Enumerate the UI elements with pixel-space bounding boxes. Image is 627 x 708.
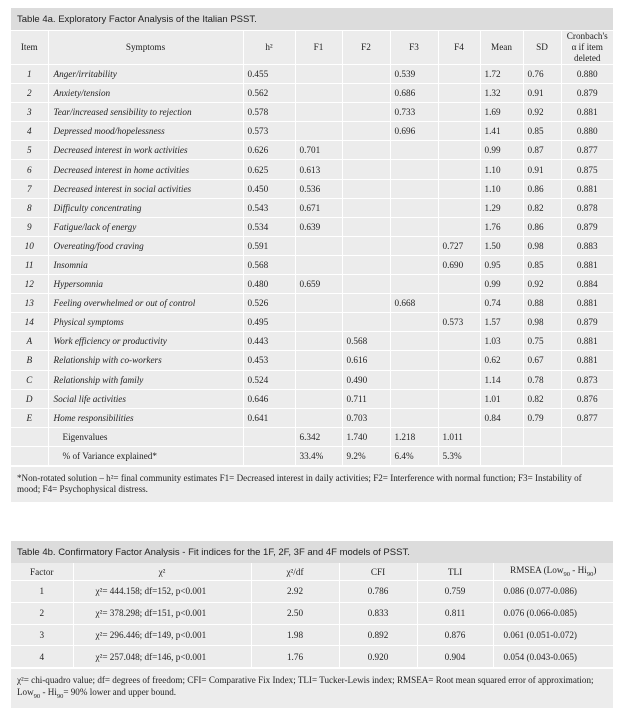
cell-empty <box>11 427 48 446</box>
cell-alpha: 0.880 <box>561 65 613 84</box>
col-header-f1: F1 <box>295 31 342 65</box>
col-header-f2: F2 <box>342 31 390 65</box>
cell-empty <box>523 446 561 465</box>
cell-h2: 0.626 <box>243 141 295 160</box>
efa-row <box>11 198 613 217</box>
cell-h2: 0.524 <box>243 370 295 389</box>
cell-f4: 0.573 <box>438 313 480 332</box>
cell-item: 13 <box>11 294 48 313</box>
cell-f3 <box>390 351 438 370</box>
cell-f4 <box>438 294 480 313</box>
cfa-footnote-sub-low: 90 <box>33 692 41 700</box>
cell-chi2: χ²= 444.158; df=152, p<0.001 <box>73 581 251 603</box>
cell-f4: 0.690 <box>438 255 480 274</box>
cell-f1 <box>295 84 342 103</box>
cell-mean: 1.10 <box>480 179 523 198</box>
cell-f2 <box>342 179 390 198</box>
cell-mean: 1.10 <box>480 160 523 179</box>
cell-item: E <box>11 408 48 427</box>
cell-item: A <box>11 332 48 351</box>
col-header-item: Item <box>11 31 48 65</box>
cell-f3 <box>390 236 438 255</box>
col-header-mean: Mean <box>480 31 523 65</box>
cell-h2: 0.480 <box>243 275 295 294</box>
cell-h2: 0.591 <box>243 236 295 255</box>
cell-f4 <box>438 160 480 179</box>
cell-sd: 0.88 <box>523 294 561 313</box>
efa-row <box>11 160 613 179</box>
cell-mean: 1.41 <box>480 122 523 141</box>
summary-label: Eigenvalues <box>48 427 243 446</box>
cell-f2: 0.711 <box>342 389 390 408</box>
cell-empty <box>243 446 295 465</box>
cell-mean: 0.74 <box>480 294 523 313</box>
cell-f1 <box>295 65 342 84</box>
cell-f4 <box>438 275 480 294</box>
efa-row <box>11 351 613 370</box>
col-header-f4: F4 <box>438 31 480 65</box>
cell-empty <box>11 446 48 465</box>
cell-f4 <box>438 370 480 389</box>
cell-f1: 0.613 <box>295 160 342 179</box>
cell-h2: 0.443 <box>243 332 295 351</box>
col-header-alpha: Cronbach's α if item deleted <box>561 31 613 65</box>
cell-mean: 0.95 <box>480 255 523 274</box>
cell-h2: 0.641 <box>243 408 295 427</box>
cell-alpha: 0.881 <box>561 255 613 274</box>
cfa-header-row <box>11 563 613 581</box>
cell-symptom: Relationship with family <box>48 370 243 389</box>
cell-f3 <box>390 160 438 179</box>
rmsea-suffix: ) <box>593 565 597 576</box>
cell-alpha: 0.879 <box>561 313 613 332</box>
cell-alpha: 0.879 <box>561 84 613 103</box>
efa-row <box>11 103 613 122</box>
cell-f3: 0.733 <box>390 103 438 122</box>
cell-chi2df: 1.98 <box>251 624 339 646</box>
cell-tli: 0.759 <box>417 581 493 603</box>
cell-rmsea: 0.054 (0.043-0.065) <box>493 646 613 668</box>
cell-tli: 0.876 <box>417 624 493 646</box>
cell-item: D <box>11 389 48 408</box>
cell-f2 <box>342 103 390 122</box>
cell-rmsea: 0.061 (0.051-0.072) <box>493 624 613 646</box>
cfa-row <box>11 624 613 646</box>
cell-sd: 0.82 <box>523 389 561 408</box>
cell-symptom: Anger/irritability <box>48 65 243 84</box>
cell-factor: 2 <box>11 602 73 624</box>
cell-item: 9 <box>11 217 48 236</box>
cell-f1: 0.639 <box>295 217 342 236</box>
cfa-table-caption: Table 4b. Confirmatory Factor Analysis - Fit indices for the 1F, 2F, 3F and 4F models of PSST. <box>11 541 613 563</box>
cell-f2 <box>342 217 390 236</box>
cell-item: C <box>11 370 48 389</box>
summary-f3: 6.4% <box>390 446 438 465</box>
col-header-cfi: CFI <box>339 563 417 581</box>
cfa-row <box>11 581 613 603</box>
cell-item: 8 <box>11 198 48 217</box>
cell-rmsea: 0.076 (0.066-0.085) <box>493 602 613 624</box>
cell-chi2df: 1.76 <box>251 646 339 668</box>
cell-f2: 0.490 <box>342 370 390 389</box>
cfa-footnote <box>11 668 613 708</box>
cell-f1 <box>295 103 342 122</box>
cell-f3 <box>390 408 438 427</box>
efa-header-row <box>11 31 613 65</box>
efa-row <box>11 65 613 84</box>
cell-f4: 0.727 <box>438 236 480 255</box>
cell-f2: 0.568 <box>342 332 390 351</box>
cell-h2: 0.543 <box>243 198 295 217</box>
cell-alpha: 0.881 <box>561 332 613 351</box>
cell-f1 <box>295 408 342 427</box>
summary-f2: 9.2% <box>342 446 390 465</box>
cell-h2: 0.453 <box>243 351 295 370</box>
cell-h2: 0.573 <box>243 122 295 141</box>
cell-f3 <box>390 198 438 217</box>
efa-row <box>11 332 613 351</box>
cell-f1 <box>295 370 342 389</box>
cell-f4 <box>438 389 480 408</box>
cell-symptom: Relationship with co-workers <box>48 351 243 370</box>
col-header-tli: TLI <box>417 563 493 581</box>
cell-alpha: 0.881 <box>561 103 613 122</box>
summary-f1: 6.342 <box>295 427 342 446</box>
cell-f2 <box>342 65 390 84</box>
cell-sd: 0.82 <box>523 198 561 217</box>
efa-row <box>11 179 613 198</box>
summary-f4: 1.011 <box>438 427 480 446</box>
efa-row <box>11 408 613 427</box>
cell-sd: 0.76 <box>523 65 561 84</box>
cell-empty <box>561 446 613 465</box>
cell-f4 <box>438 65 480 84</box>
cell-symptom: Decreased interest in home activities <box>48 160 243 179</box>
cell-mean: 1.69 <box>480 103 523 122</box>
rmsea-sub-hi: 90 <box>586 570 594 578</box>
cell-f4 <box>438 179 480 198</box>
cell-f3: 0.539 <box>390 65 438 84</box>
cell-factor: 1 <box>11 581 73 603</box>
cell-f3 <box>390 217 438 236</box>
cell-mean: 0.84 <box>480 408 523 427</box>
cell-sd: 0.79 <box>523 408 561 427</box>
cell-f4 <box>438 217 480 236</box>
cell-f3 <box>390 255 438 274</box>
cell-f2 <box>342 160 390 179</box>
cell-sd: 0.87 <box>523 141 561 160</box>
cell-empty <box>243 427 295 446</box>
cell-mean: 1.29 <box>480 198 523 217</box>
cell-chi2df: 2.92 <box>251 581 339 603</box>
cell-f4 <box>438 141 480 160</box>
cell-f2 <box>342 122 390 141</box>
cfa-footnote-a: χ²= chi-quadro value; df= degrees of freedom; CFI= Comparative Fix Index; TLI= Tucker-Lewis index; RMSEA= Root mean squared error of approximation; Low <box>17 675 594 697</box>
cell-f1: 0.659 <box>295 275 342 294</box>
cell-mean: 1.57 <box>480 313 523 332</box>
summary-f3: 1.218 <box>390 427 438 446</box>
col-header-symptoms: Symptoms <box>48 31 243 65</box>
cell-mean: 1.03 <box>480 332 523 351</box>
cell-f3 <box>390 141 438 160</box>
cell-mean: 1.50 <box>480 236 523 255</box>
col-header-factor: Factor <box>11 563 73 581</box>
cell-f2 <box>342 294 390 313</box>
cell-tli: 0.904 <box>417 646 493 668</box>
cell-f3: 0.686 <box>390 84 438 103</box>
efa-row <box>11 84 613 103</box>
cfa-row <box>11 646 613 668</box>
cell-f2 <box>342 198 390 217</box>
cell-cfi: 0.920 <box>339 646 417 668</box>
cell-f3: 0.696 <box>390 122 438 141</box>
eigenvalues-row <box>11 427 613 446</box>
cell-f2 <box>342 275 390 294</box>
cell-f3: 0.668 <box>390 294 438 313</box>
cell-sd: 0.92 <box>523 103 561 122</box>
cell-item: 10 <box>11 236 48 255</box>
cell-mean: 1.14 <box>480 370 523 389</box>
cell-f2 <box>342 313 390 332</box>
rmsea-sub-low: 90 <box>563 570 570 578</box>
cell-f3 <box>390 389 438 408</box>
cell-symptom: Work efficiency or productivity <box>48 332 243 351</box>
cell-symptom: Overeating/food craving <box>48 236 243 255</box>
summary-f4: 5.3% <box>438 446 480 465</box>
cell-f1 <box>295 255 342 274</box>
cell-alpha: 0.881 <box>561 351 613 370</box>
cell-f4 <box>438 351 480 370</box>
cell-empty <box>561 427 613 446</box>
cell-sd: 0.85 <box>523 255 561 274</box>
cell-sd: 0.91 <box>523 84 561 103</box>
cfa-table <box>11 563 613 668</box>
cell-f1 <box>295 294 342 313</box>
cell-item: 2 <box>11 84 48 103</box>
cell-f1 <box>295 122 342 141</box>
cell-f1 <box>295 332 342 351</box>
cell-tli: 0.811 <box>417 602 493 624</box>
efa-row <box>11 141 613 160</box>
cell-f1 <box>295 389 342 408</box>
cell-sd: 0.75 <box>523 332 561 351</box>
cell-alpha: 0.881 <box>561 179 613 198</box>
cell-chi2: χ²= 296.446; df=149, p<0.001 <box>73 624 251 646</box>
cell-sd: 0.98 <box>523 236 561 255</box>
cell-symptom: Fatigue/lack of energy <box>48 217 243 236</box>
efa-table-block <box>11 8 613 502</box>
cell-symptom: Insomnia <box>48 255 243 274</box>
cell-mean: 0.62 <box>480 351 523 370</box>
col-header-h2: h² <box>243 31 295 65</box>
summary-label: % of Variance explained* <box>48 446 243 465</box>
cell-h2: 0.526 <box>243 294 295 313</box>
efa-table <box>11 30 613 466</box>
cell-f2: 0.616 <box>342 351 390 370</box>
cell-mean: 1.76 <box>480 217 523 236</box>
col-header-chi2: χ² <box>73 563 251 581</box>
cell-symptom: Tear/increased sensibility to rejection <box>48 103 243 122</box>
cell-f1 <box>295 351 342 370</box>
cell-chi2: χ²= 378.298; df=151, p<0.001 <box>73 602 251 624</box>
cell-item: 6 <box>11 160 48 179</box>
cell-chi2: χ²= 257.048; df=146, p<0.001 <box>73 646 251 668</box>
cell-alpha: 0.877 <box>561 408 613 427</box>
cell-mean: 0.99 <box>480 141 523 160</box>
cell-f4 <box>438 103 480 122</box>
cell-h2: 0.455 <box>243 65 295 84</box>
cell-chi2df: 2.50 <box>251 602 339 624</box>
cell-f1: 0.536 <box>295 179 342 198</box>
cell-sd: 0.92 <box>523 275 561 294</box>
cell-sd: 0.98 <box>523 313 561 332</box>
cfa-footnote-sub-hi: 90 <box>56 692 64 700</box>
cell-symptom: Home responsibilities <box>48 408 243 427</box>
summary-f1: 33.4% <box>295 446 342 465</box>
cell-alpha: 0.884 <box>561 275 613 294</box>
cell-symptom: Difficulty concentrating <box>48 198 243 217</box>
cell-h2: 0.646 <box>243 389 295 408</box>
cell-rmsea: 0.086 (0.077-0.086) <box>493 581 613 603</box>
efa-footnote: *Non-rotated solution – h²= final community estimates F1= Decreased interest in daily activities; F2= Interference with normal function; F3= Instability of mood; F4= Psychophysical distress. <box>11 466 613 502</box>
cell-item: 7 <box>11 179 48 198</box>
cell-sd: 0.91 <box>523 160 561 179</box>
cell-f3 <box>390 275 438 294</box>
cell-f4 <box>438 198 480 217</box>
col-header-chi2df: χ²/df <box>251 563 339 581</box>
cell-empty <box>480 446 523 465</box>
cell-h2: 0.578 <box>243 103 295 122</box>
cell-f3 <box>390 370 438 389</box>
cell-alpha: 0.878 <box>561 198 613 217</box>
cell-empty <box>480 427 523 446</box>
cell-item: 14 <box>11 313 48 332</box>
rmsea-mid: - Hi <box>569 565 587 576</box>
cell-mean: 1.72 <box>480 65 523 84</box>
cfa-table-block <box>11 541 613 708</box>
cell-sd: 0.67 <box>523 351 561 370</box>
efa-row <box>11 294 613 313</box>
cell-symptom: Social life activities <box>48 389 243 408</box>
cell-f1 <box>295 236 342 255</box>
cell-alpha: 0.880 <box>561 122 613 141</box>
cell-symptom: Hypersomnia <box>48 275 243 294</box>
summary-f2: 1.740 <box>342 427 390 446</box>
cell-h2: 0.625 <box>243 160 295 179</box>
col-header-rmsea <box>493 563 613 581</box>
cell-item: 12 <box>11 275 48 294</box>
cell-f4 <box>438 332 480 351</box>
efa-row <box>11 313 613 332</box>
cell-item: 4 <box>11 122 48 141</box>
cell-mean: 1.01 <box>480 389 523 408</box>
cell-symptom: Anxiety/tension <box>48 84 243 103</box>
cell-cfi: 0.786 <box>339 581 417 603</box>
cell-f1: 0.701 <box>295 141 342 160</box>
cell-cfi: 0.833 <box>339 602 417 624</box>
col-header-f3: F3 <box>390 31 438 65</box>
cell-sd: 0.85 <box>523 122 561 141</box>
cell-sd: 0.86 <box>523 179 561 198</box>
cell-h2: 0.495 <box>243 313 295 332</box>
cell-f2: 0.703 <box>342 408 390 427</box>
cell-f2 <box>342 84 390 103</box>
cell-f2 <box>342 236 390 255</box>
cell-alpha: 0.876 <box>561 389 613 408</box>
efa-row <box>11 122 613 141</box>
cell-symptom: Decreased interest in work activities <box>48 141 243 160</box>
variance-row <box>11 446 613 465</box>
cell-f4 <box>438 408 480 427</box>
cell-symptom: Depressed mood/hopelessness <box>48 122 243 141</box>
cfa-footnote-b: - Hi <box>40 686 57 697</box>
cell-f3 <box>390 313 438 332</box>
cell-item: 1 <box>11 65 48 84</box>
cell-mean: 1.32 <box>480 84 523 103</box>
cell-f2 <box>342 255 390 274</box>
efa-row <box>11 275 613 294</box>
cell-symptom: Physical symptoms <box>48 313 243 332</box>
cell-alpha: 0.873 <box>561 370 613 389</box>
cell-f3 <box>390 332 438 351</box>
cell-f4 <box>438 122 480 141</box>
cell-h2: 0.450 <box>243 179 295 198</box>
cell-f1 <box>295 313 342 332</box>
col-header-sd: SD <box>523 31 561 65</box>
cell-symptom: Feeling overwhelmed or out of control <box>48 294 243 313</box>
efa-row <box>11 370 613 389</box>
cell-item: 11 <box>11 255 48 274</box>
cell-alpha: 0.875 <box>561 160 613 179</box>
cell-cfi: 0.892 <box>339 624 417 646</box>
cell-alpha: 0.879 <box>561 217 613 236</box>
cell-empty <box>523 427 561 446</box>
cell-h2: 0.534 <box>243 217 295 236</box>
efa-row <box>11 236 613 255</box>
cell-symptom: Decreased interest in social activities <box>48 179 243 198</box>
cell-f2 <box>342 141 390 160</box>
cell-item: 3 <box>11 103 48 122</box>
cell-h2: 0.562 <box>243 84 295 103</box>
efa-row <box>11 389 613 408</box>
cell-alpha: 0.881 <box>561 294 613 313</box>
efa-table-caption: Table 4a. Exploratory Factor Analysis of the Italian PSST. <box>11 8 613 30</box>
rmsea-prefix: RMSEA (Low <box>510 565 564 576</box>
cell-f1: 0.671 <box>295 198 342 217</box>
cell-item: 5 <box>11 141 48 160</box>
cell-sd: 0.78 <box>523 370 561 389</box>
cell-mean: 0.99 <box>480 275 523 294</box>
efa-row <box>11 217 613 236</box>
cell-item: B <box>11 351 48 370</box>
cell-h2: 0.568 <box>243 255 295 274</box>
cell-factor: 3 <box>11 624 73 646</box>
efa-row <box>11 255 613 274</box>
cell-f3 <box>390 179 438 198</box>
cfa-row <box>11 602 613 624</box>
cell-alpha: 0.877 <box>561 141 613 160</box>
cell-factor: 4 <box>11 646 73 668</box>
cell-alpha: 0.883 <box>561 236 613 255</box>
cfa-footnote-c: = 90% lower and upper bound. <box>63 686 177 697</box>
cell-f4 <box>438 84 480 103</box>
cell-sd: 0.86 <box>523 217 561 236</box>
